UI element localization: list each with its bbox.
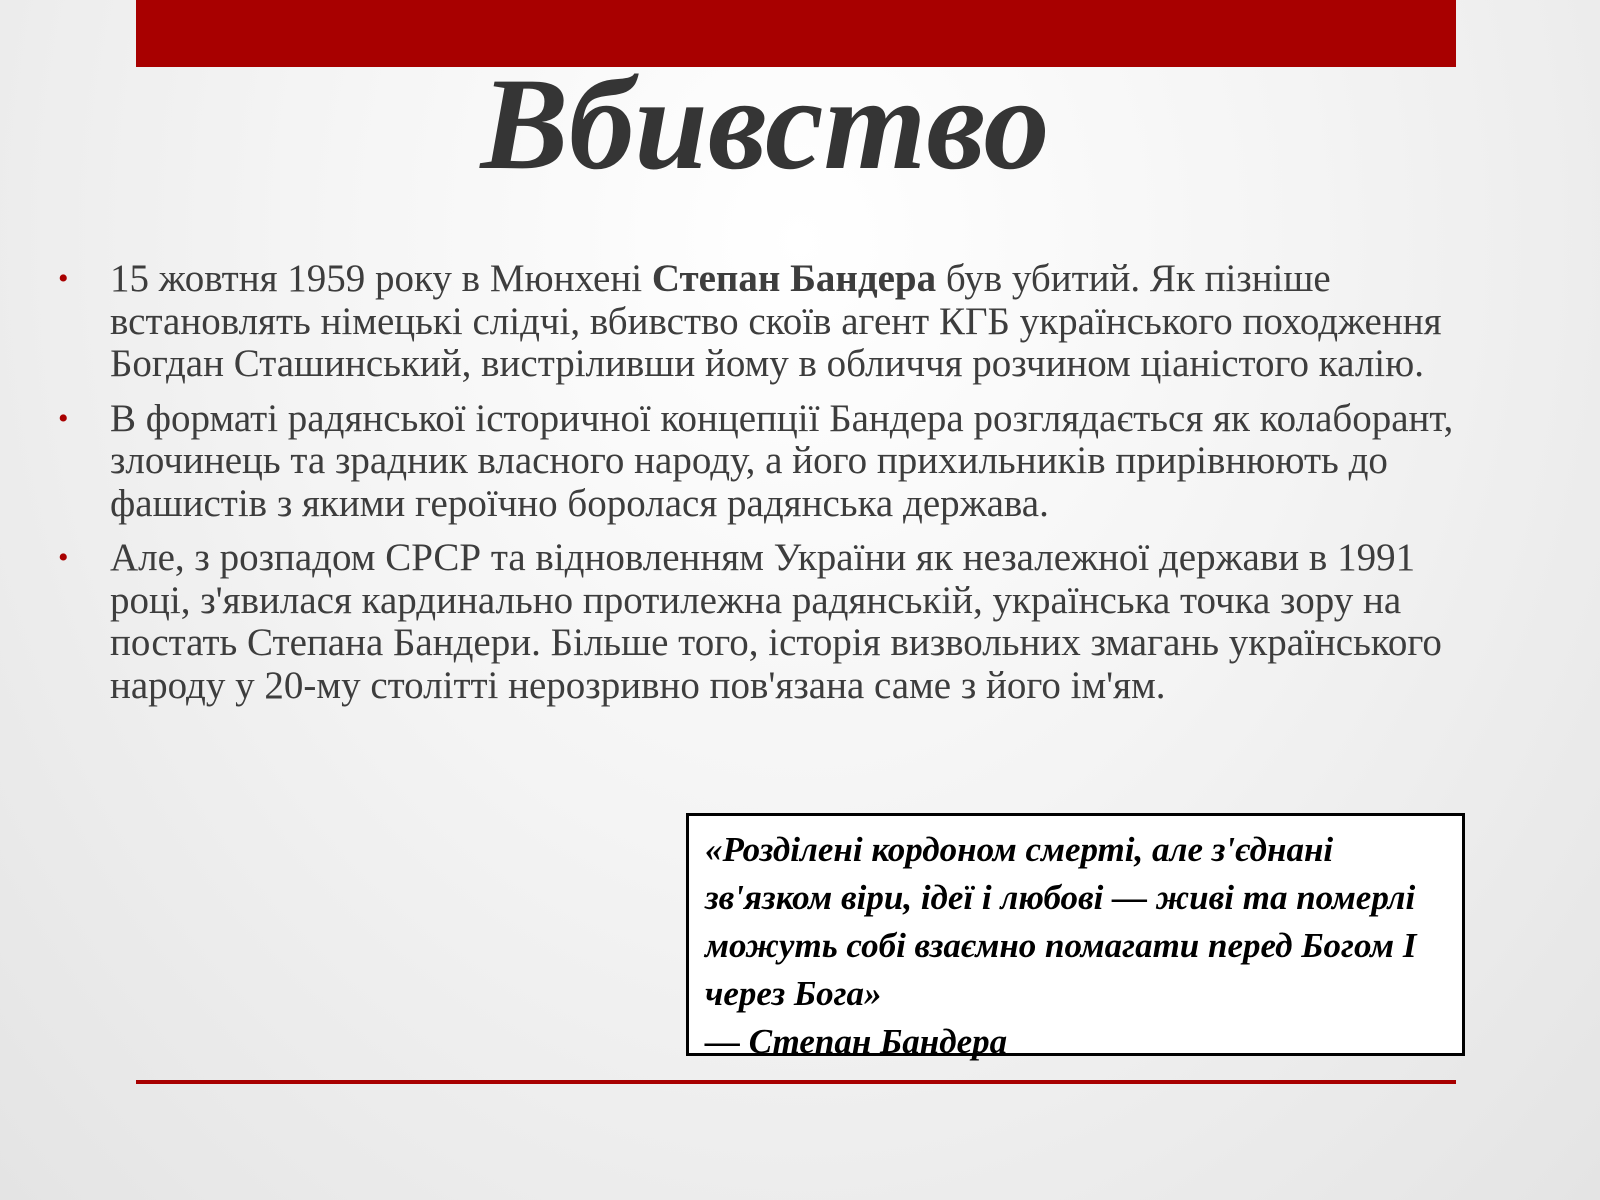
quote-author: — Степан Бандера — [705, 1022, 1008, 1061]
bullet-bold-name: Степан Бандера — [651, 257, 937, 300]
bullet-marker-icon: • — [58, 262, 69, 295]
bullet-item-2 — [58, 398, 1478, 526]
bullet-marker-icon: • — [58, 401, 69, 435]
slide-title: Вбивство — [480, 50, 1050, 197]
bullet-marker-icon: • — [58, 541, 69, 574]
bullet-item-3 — [58, 537, 1478, 707]
quote-box — [686, 813, 1465, 1061]
bullet-text-after: був убитий. Як пізніше встановлять німецькі слідчі, вбивство скоїв агент КГБ українського походження Богдан Сташинський, вистріливши йому в обличчя розчином ціаністого калію. — [110, 257, 1442, 385]
bullet-text: Але, з розпадом СРСР та відновленням України як незалежної держави в 1991 році, з'явилася кардинально протилежна радянській, українська точка зору на постать Степана Бандери. Більше того, історія визвольних змагань українського народу у 20-му столітті нерозривно пов'язана саме з його ім'ям. — [110, 536, 1442, 707]
bullet-list — [58, 258, 1478, 719]
bullet-text: В форматі радянської історичної концепції Бандера розглядається як колаборант, злочинець та зрадник власного народу, а його прихильників прирівнюють до фашистів з якими героїчно боролася радянська держава. — [110, 396, 1454, 525]
bullet-text-before: 15 жовтня 1959 року в Мюнхені — [110, 257, 652, 300]
bottom-accent-line — [136, 1080, 1456, 1084]
bullet-item-1 — [58, 258, 1478, 386]
quote-text: «Розділені кордоном смерті, але з'єднані зв'язком віри, ідеї і любові — живі та померлі можуть собі взаємно помагати перед Богом І через Бога» — [705, 830, 1417, 1013]
